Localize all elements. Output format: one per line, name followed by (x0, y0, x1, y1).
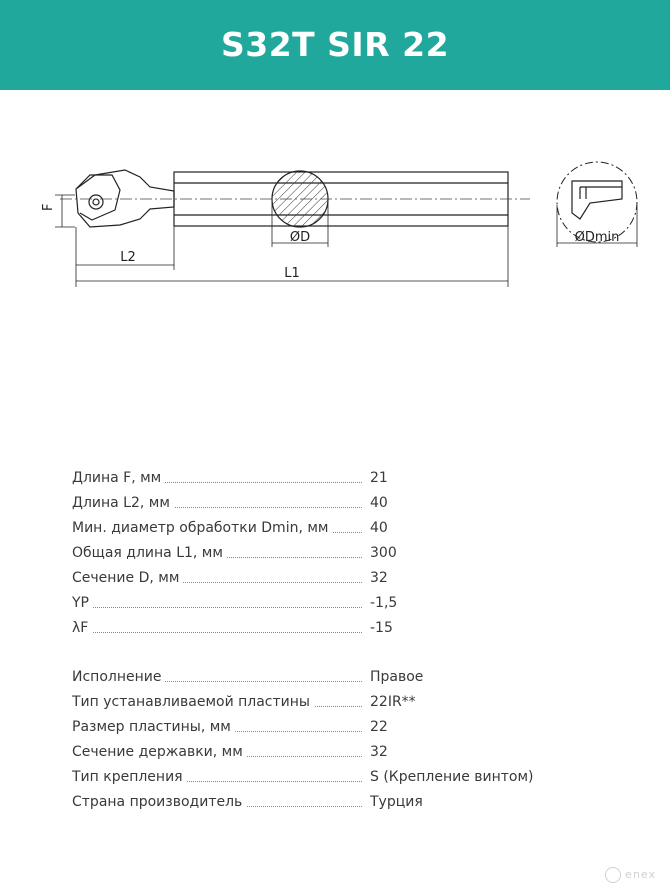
spec-value: Турция (370, 794, 423, 810)
spec-row (72, 790, 592, 815)
spec-row (72, 491, 592, 516)
spec-row (72, 765, 592, 790)
spec-label: Общая длина L1, мм (72, 541, 227, 566)
tool-side-view (76, 170, 508, 227)
spec-label: λF (72, 616, 92, 641)
spec-row (72, 566, 592, 591)
spec-row (72, 516, 592, 541)
spec-row (72, 466, 592, 491)
spec-value: -15 (370, 620, 393, 636)
spec-table-general (72, 665, 592, 815)
enex-logo-icon (605, 867, 621, 883)
spec-value: Правое (370, 669, 424, 685)
spec-row (72, 715, 592, 740)
spec-label: Сечение D, мм (72, 566, 183, 591)
page-title: S32T SIR 22 (220, 25, 450, 64)
spec-label: Длина F, мм (72, 466, 165, 491)
dim-d-label: ØD (289, 230, 311, 245)
spec-value: 40 (370, 520, 388, 536)
spec-value: 40 (370, 495, 388, 511)
spec-row (72, 616, 592, 641)
spec-value: -1,5 (370, 595, 398, 611)
spec-value: 300 (370, 545, 397, 561)
spec-row (72, 591, 592, 616)
spec-row (72, 740, 592, 765)
spec-row (72, 690, 592, 715)
spec-value: 22IR** (370, 694, 416, 710)
spec-value: 21 (370, 470, 388, 486)
spec-label: Сечение державки, мм (72, 740, 247, 765)
spec-value: 22 (370, 719, 388, 735)
spec-table-dimensions (72, 466, 592, 641)
header-bar (0, 0, 670, 90)
spec-value: 32 (370, 744, 388, 760)
spec-row (72, 665, 592, 690)
spec-row (72, 541, 592, 566)
spec-label: Размер пластины, мм (72, 715, 235, 740)
spec-label: YP (72, 591, 93, 616)
watermark-text: enex (625, 868, 656, 881)
spec-label: Тип крепления (72, 765, 187, 790)
spec-label: Исполнение (72, 665, 165, 690)
watermark (605, 867, 656, 883)
dim-dmin-label: ØDmin (574, 230, 620, 245)
spec-label: Мин. диаметр обработки Dmin, мм (72, 516, 332, 541)
dim-f-label: F (41, 203, 56, 211)
spec-label: Тип устанавливаемой пластины (72, 690, 314, 715)
dim-l2-label: L2 (120, 250, 136, 265)
dim-l1-label: L1 (284, 266, 300, 281)
spec-label: Длина L2, мм (72, 491, 174, 516)
spec-value: S (Крепление винтом) (370, 769, 534, 785)
spec-label: Страна производитель (72, 790, 246, 815)
technical-drawing (0, 95, 670, 295)
spec-value: 32 (370, 570, 388, 586)
